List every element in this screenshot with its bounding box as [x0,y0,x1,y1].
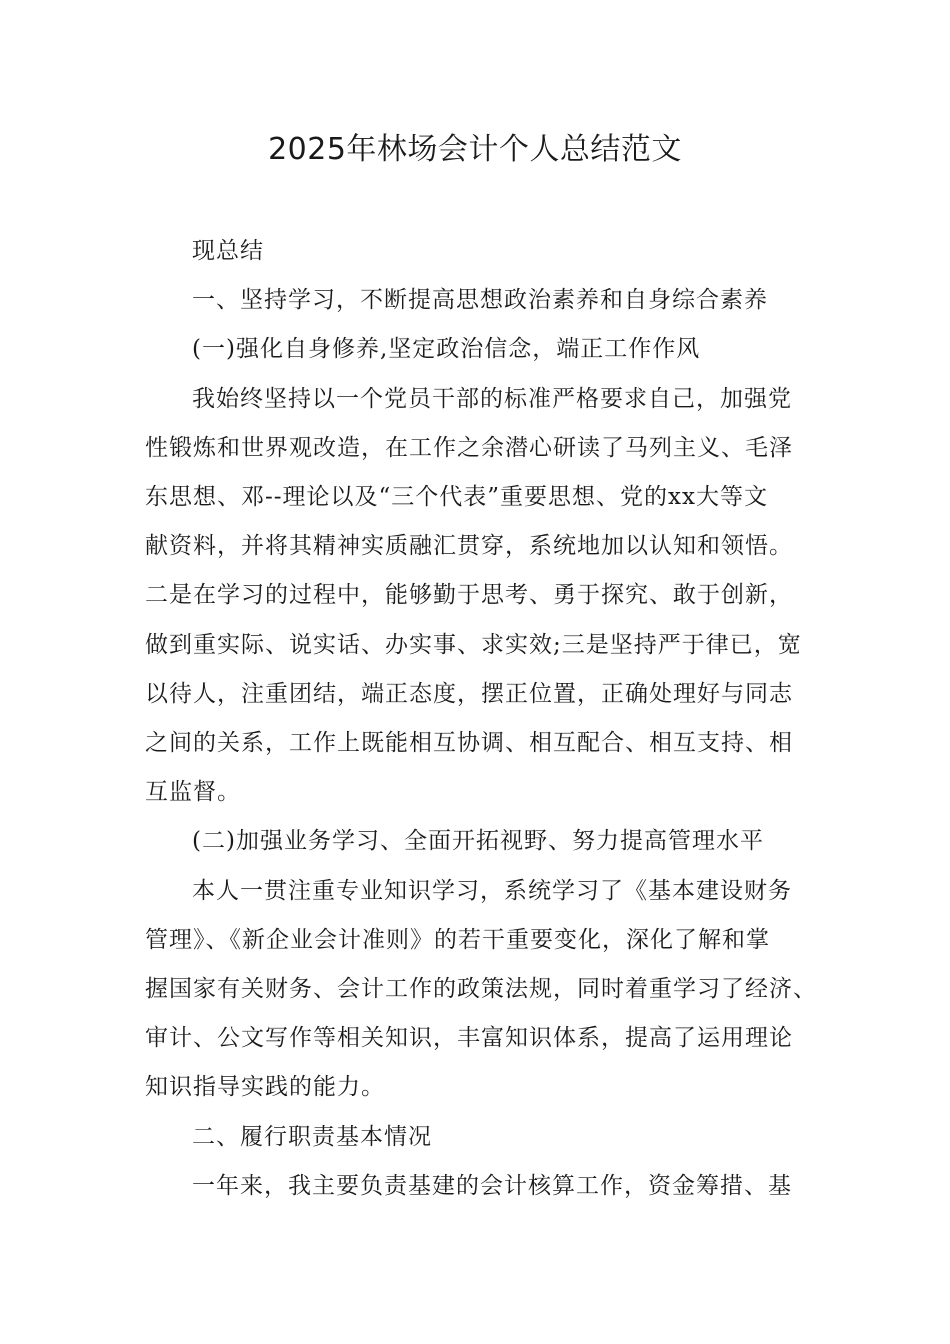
text-line: 一年来，我主要负责基建的会计核算工作，资金筹措、基 [192,1172,792,1199]
text-line: 管理》、《新企业会计准则》的若干重要变化，深化了解和掌 [145,926,770,953]
text-line: 现总结 [192,238,264,264]
text-line: 性锻炼和世界观改造，在工作之余潜心研读了马列主义、毛泽 [145,434,793,461]
text-line: (二)加强业务学习、全面开拓视野、努力提高管理水平 [192,828,764,855]
text-line: 我始终坚持以一个党员干部的标准严格要求自己，加强党 [192,385,792,412]
text-line: 知识指导实践的能力。 [145,1074,385,1101]
text-line: (一)强化自身修养,坚定政治信念，端正工作作风 [192,336,701,363]
text-line: 献资料，并将其精神实质融汇贯穿，系统地加以认知和领悟。 [145,533,793,560]
text-line: 二是在学习的过程中，能够勤于思考、勇于探究、敢于创新， [145,582,793,609]
text-line: 握国家有关财务、会计工作的政策法规，同时着重学习了经济、 [145,976,817,1002]
text-line: 以待人，注重团结，端正态度，摆正位置，正确处理好与同志 [145,680,793,707]
text-line: 互监督。 [145,779,241,806]
text-line: 东思想、邓--理论以及“三个代表”重要思想、党的xx大等文 [145,484,769,510]
text-line: 之间的关系，工作上既能相互协调、相互配合、相互支持、相 [145,730,793,756]
text-line: 一、坚持学习，不断提高思想政治素养和自身综合素养 [192,287,768,314]
text-line: 审计、公文写作等相关知识，丰富知识体系，提高了运用理论 [145,1025,793,1052]
text-line: 本人一贯注重专业知识学习，系统学习了《基本建设财务 [192,877,792,904]
document-title: 2025年林场会计个人总结范文 [268,132,682,167]
text-line: 做到重实际、说实话、办实事、求实效;三是坚持严于律已，宽 [145,631,802,658]
text-line: 二、履行职责基本情况 [192,1123,432,1150]
